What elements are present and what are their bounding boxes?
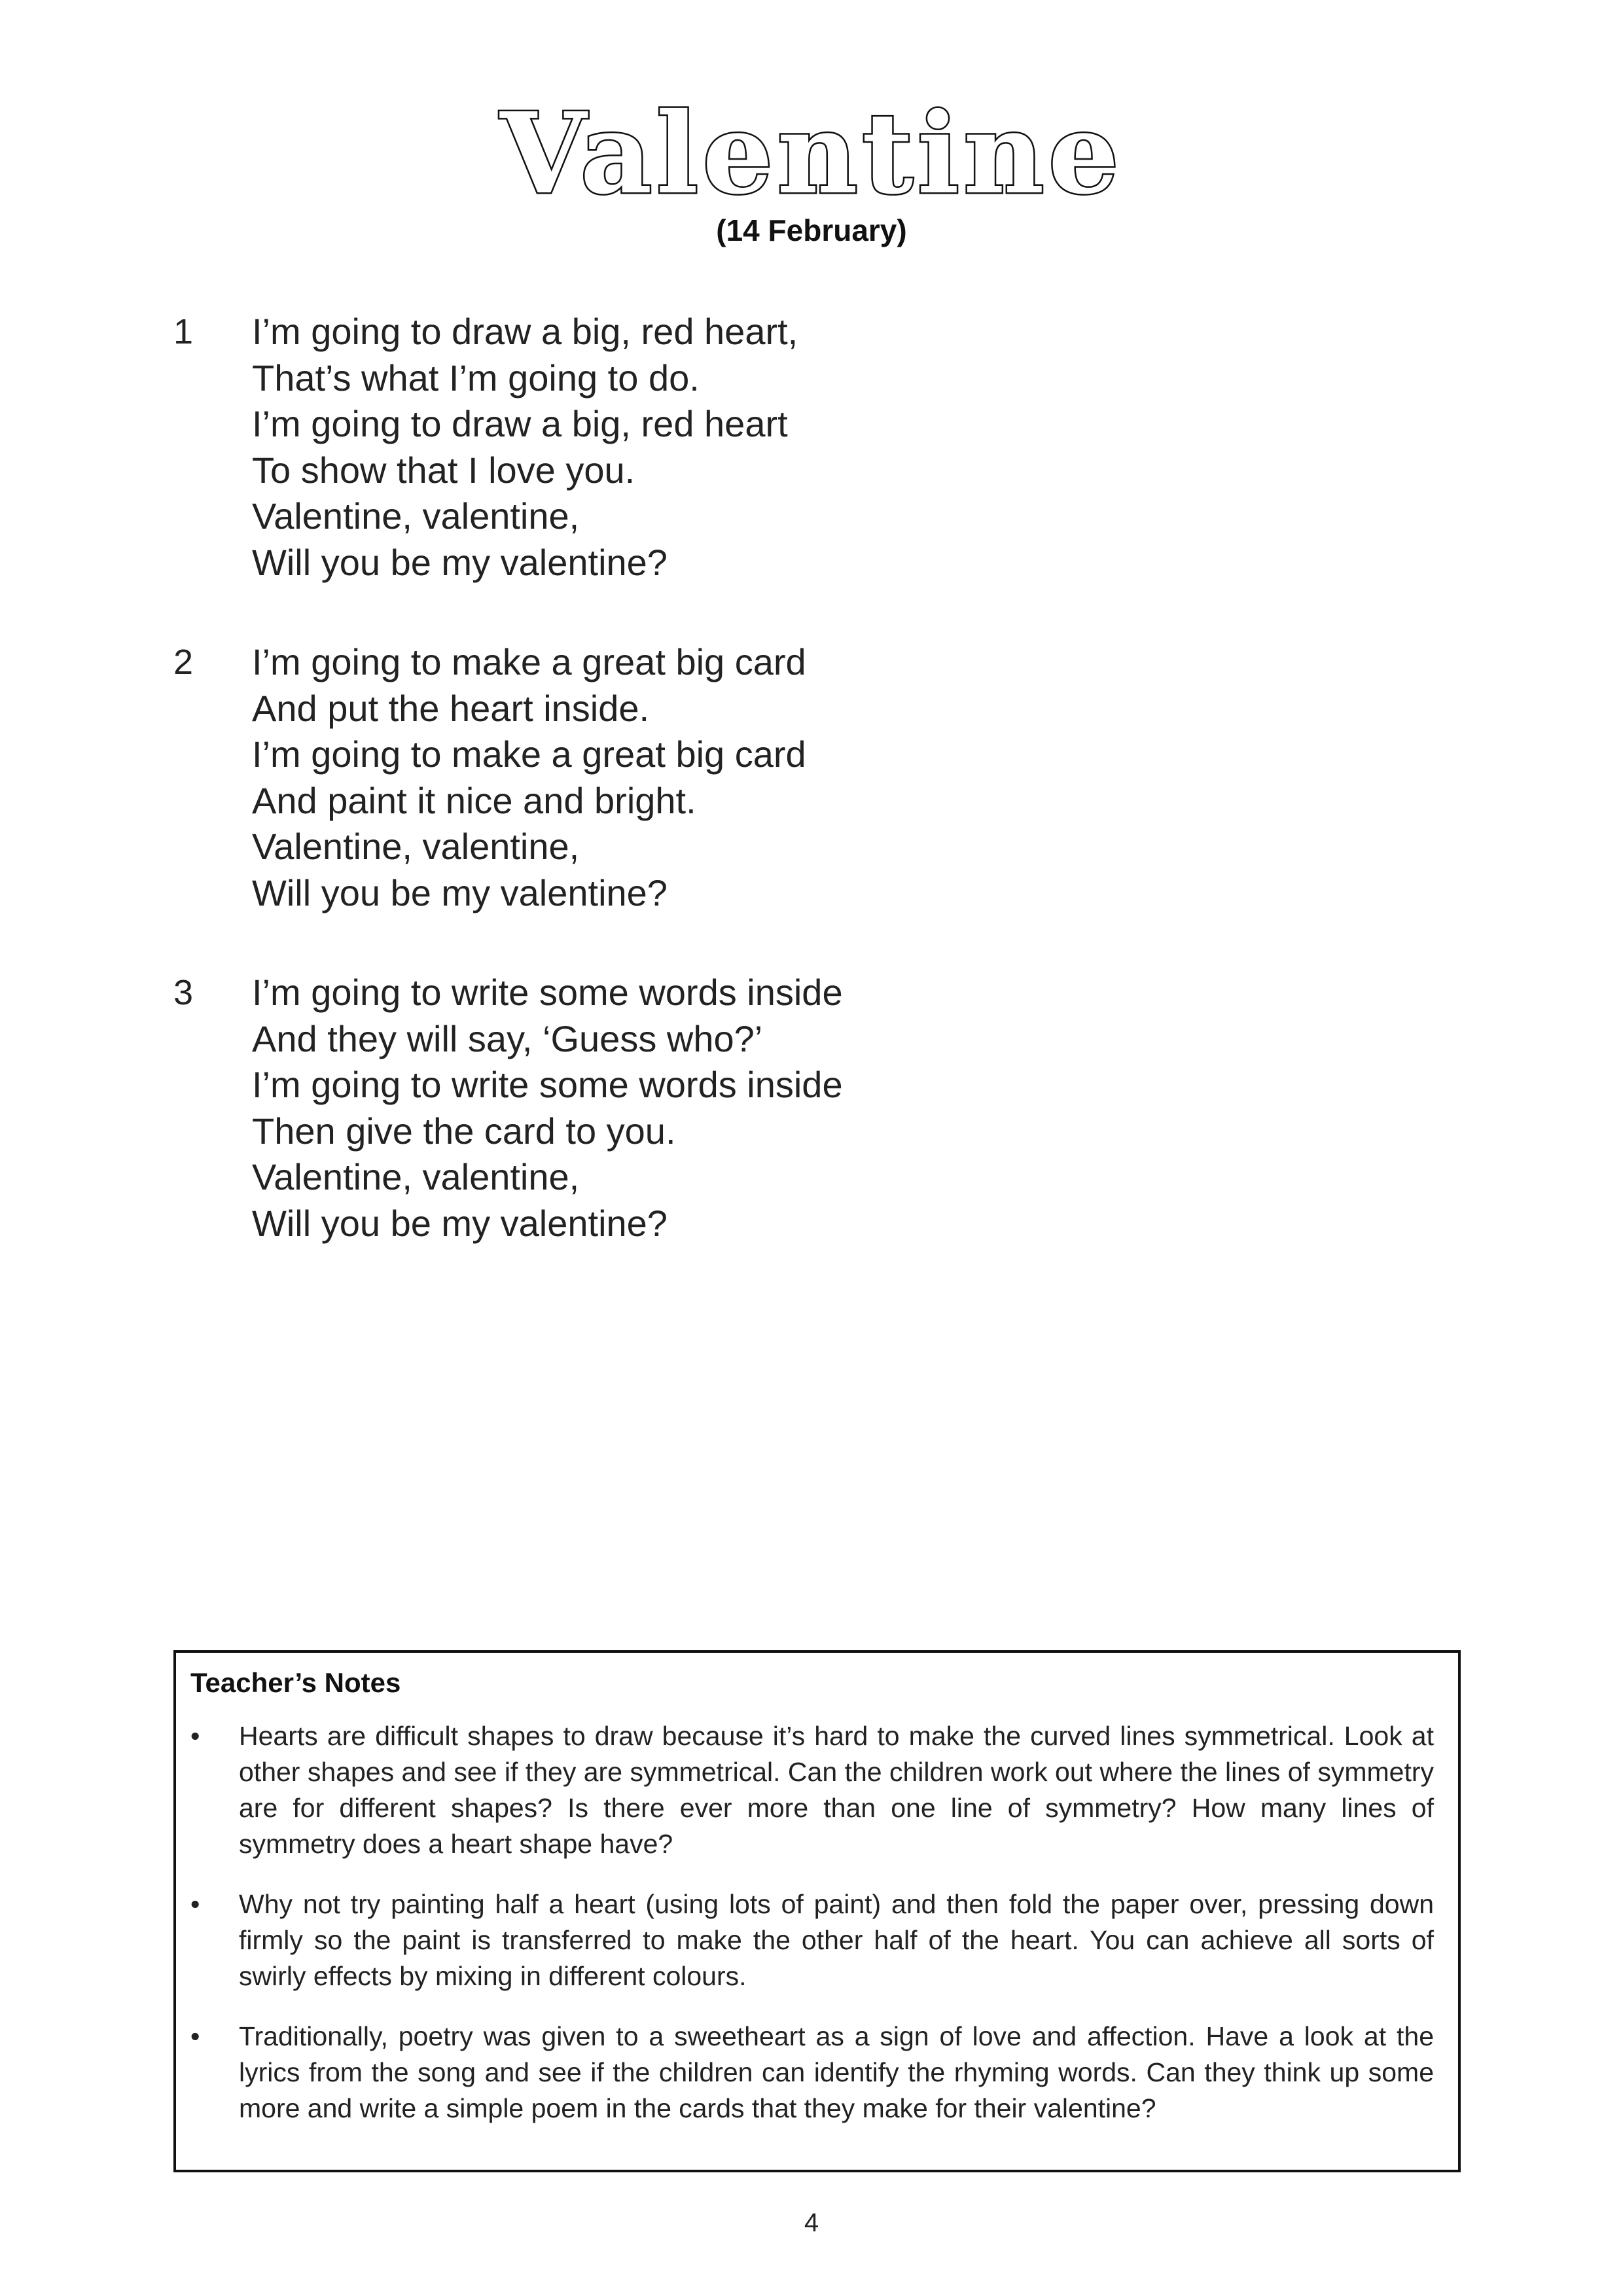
verse-number: 1 <box>173 312 194 351</box>
teacher-note-item <box>190 1718 1434 1862</box>
verse-number: 3 <box>173 973 194 1012</box>
verse-line: I’m going to make a great big card <box>252 733 806 775</box>
verse-lines <box>252 309 798 586</box>
verse-line: To show that I love you. <box>252 449 635 491</box>
page-number: 4 <box>804 2208 819 2237</box>
verse-line: I’m going to write some words inside <box>252 972 843 1013</box>
teacher-note-text: Traditionally, poetry was given to a sweetheart as a sign of love and affection. Have a look at the lyrics from the song and see if the children can identify the rhyming words. Can they think up some more and write a simple poem in the cards that they make for their valentine? <box>239 2021 1434 2123</box>
teacher-note-item <box>190 1886 1434 1994</box>
verse-number: 2 <box>173 643 194 682</box>
verse-line: Will you be my valentine? <box>252 541 668 583</box>
verse-line: Will you be my valentine? <box>252 1202 668 1244</box>
verse-line: Valentine, valentine, <box>252 495 580 537</box>
verse-line: I’m going to draw a big, red heart <box>252 403 788 444</box>
page-subtitle: (14 February) <box>716 213 907 247</box>
teacher-note-text: Why not try painting half a heart (using lots of paint) and then fold the paper over, pressing down firmly so the paint is transferred to make the other half of the heart. You can achieve all sorts of swirly effects by mixing in different colours. <box>239 1889 1434 1991</box>
teacher-notes-heading: Teacher’s Notes <box>190 1667 401 1698</box>
teacher-note-text: Hearts are difficult shapes to draw because it’s hard to make the curved lines symmetrical. Look at other shapes and see if they are symmetrical. Can the children work out where the lines of symmetry are for different shapes? Is there ever more than one line of symmetry? How many lines of symmetry does a heart shape have? <box>239 1721 1434 1859</box>
verse-line: That’s what I’m going to do. <box>252 357 700 398</box>
verse-line: I’m going to draw a big, red heart, <box>252 311 798 352</box>
verse-line: Valentine, valentine, <box>252 826 580 867</box>
verse-line: Will you be my valentine? <box>252 872 668 913</box>
verse-lines <box>252 970 843 1246</box>
page-title: Valentine <box>500 88 1123 219</box>
teacher-notes-list <box>190 1718 1434 2151</box>
verse-line: And paint it nice and bright. <box>252 779 696 821</box>
bullet-icon: • <box>190 1889 200 1919</box>
teacher-note-item <box>190 2019 1434 2127</box>
bullet-icon: • <box>190 2021 200 2051</box>
teacher-notes-box <box>173 1650 1461 2172</box>
bullet-icon: • <box>190 1721 200 1751</box>
verse-line: Valentine, valentine, <box>252 1156 580 1197</box>
verse-line: I’m going to write some words inside <box>252 1064 843 1105</box>
verse-lines <box>252 639 806 916</box>
verse-line: And put the heart inside. <box>252 687 650 729</box>
verse-line: I’m going to make a great big card <box>252 641 806 682</box>
verse-line: And they will say, ‘Guess who?’ <box>252 1017 763 1059</box>
verse-line: Then give the card to you. <box>252 1110 676 1152</box>
